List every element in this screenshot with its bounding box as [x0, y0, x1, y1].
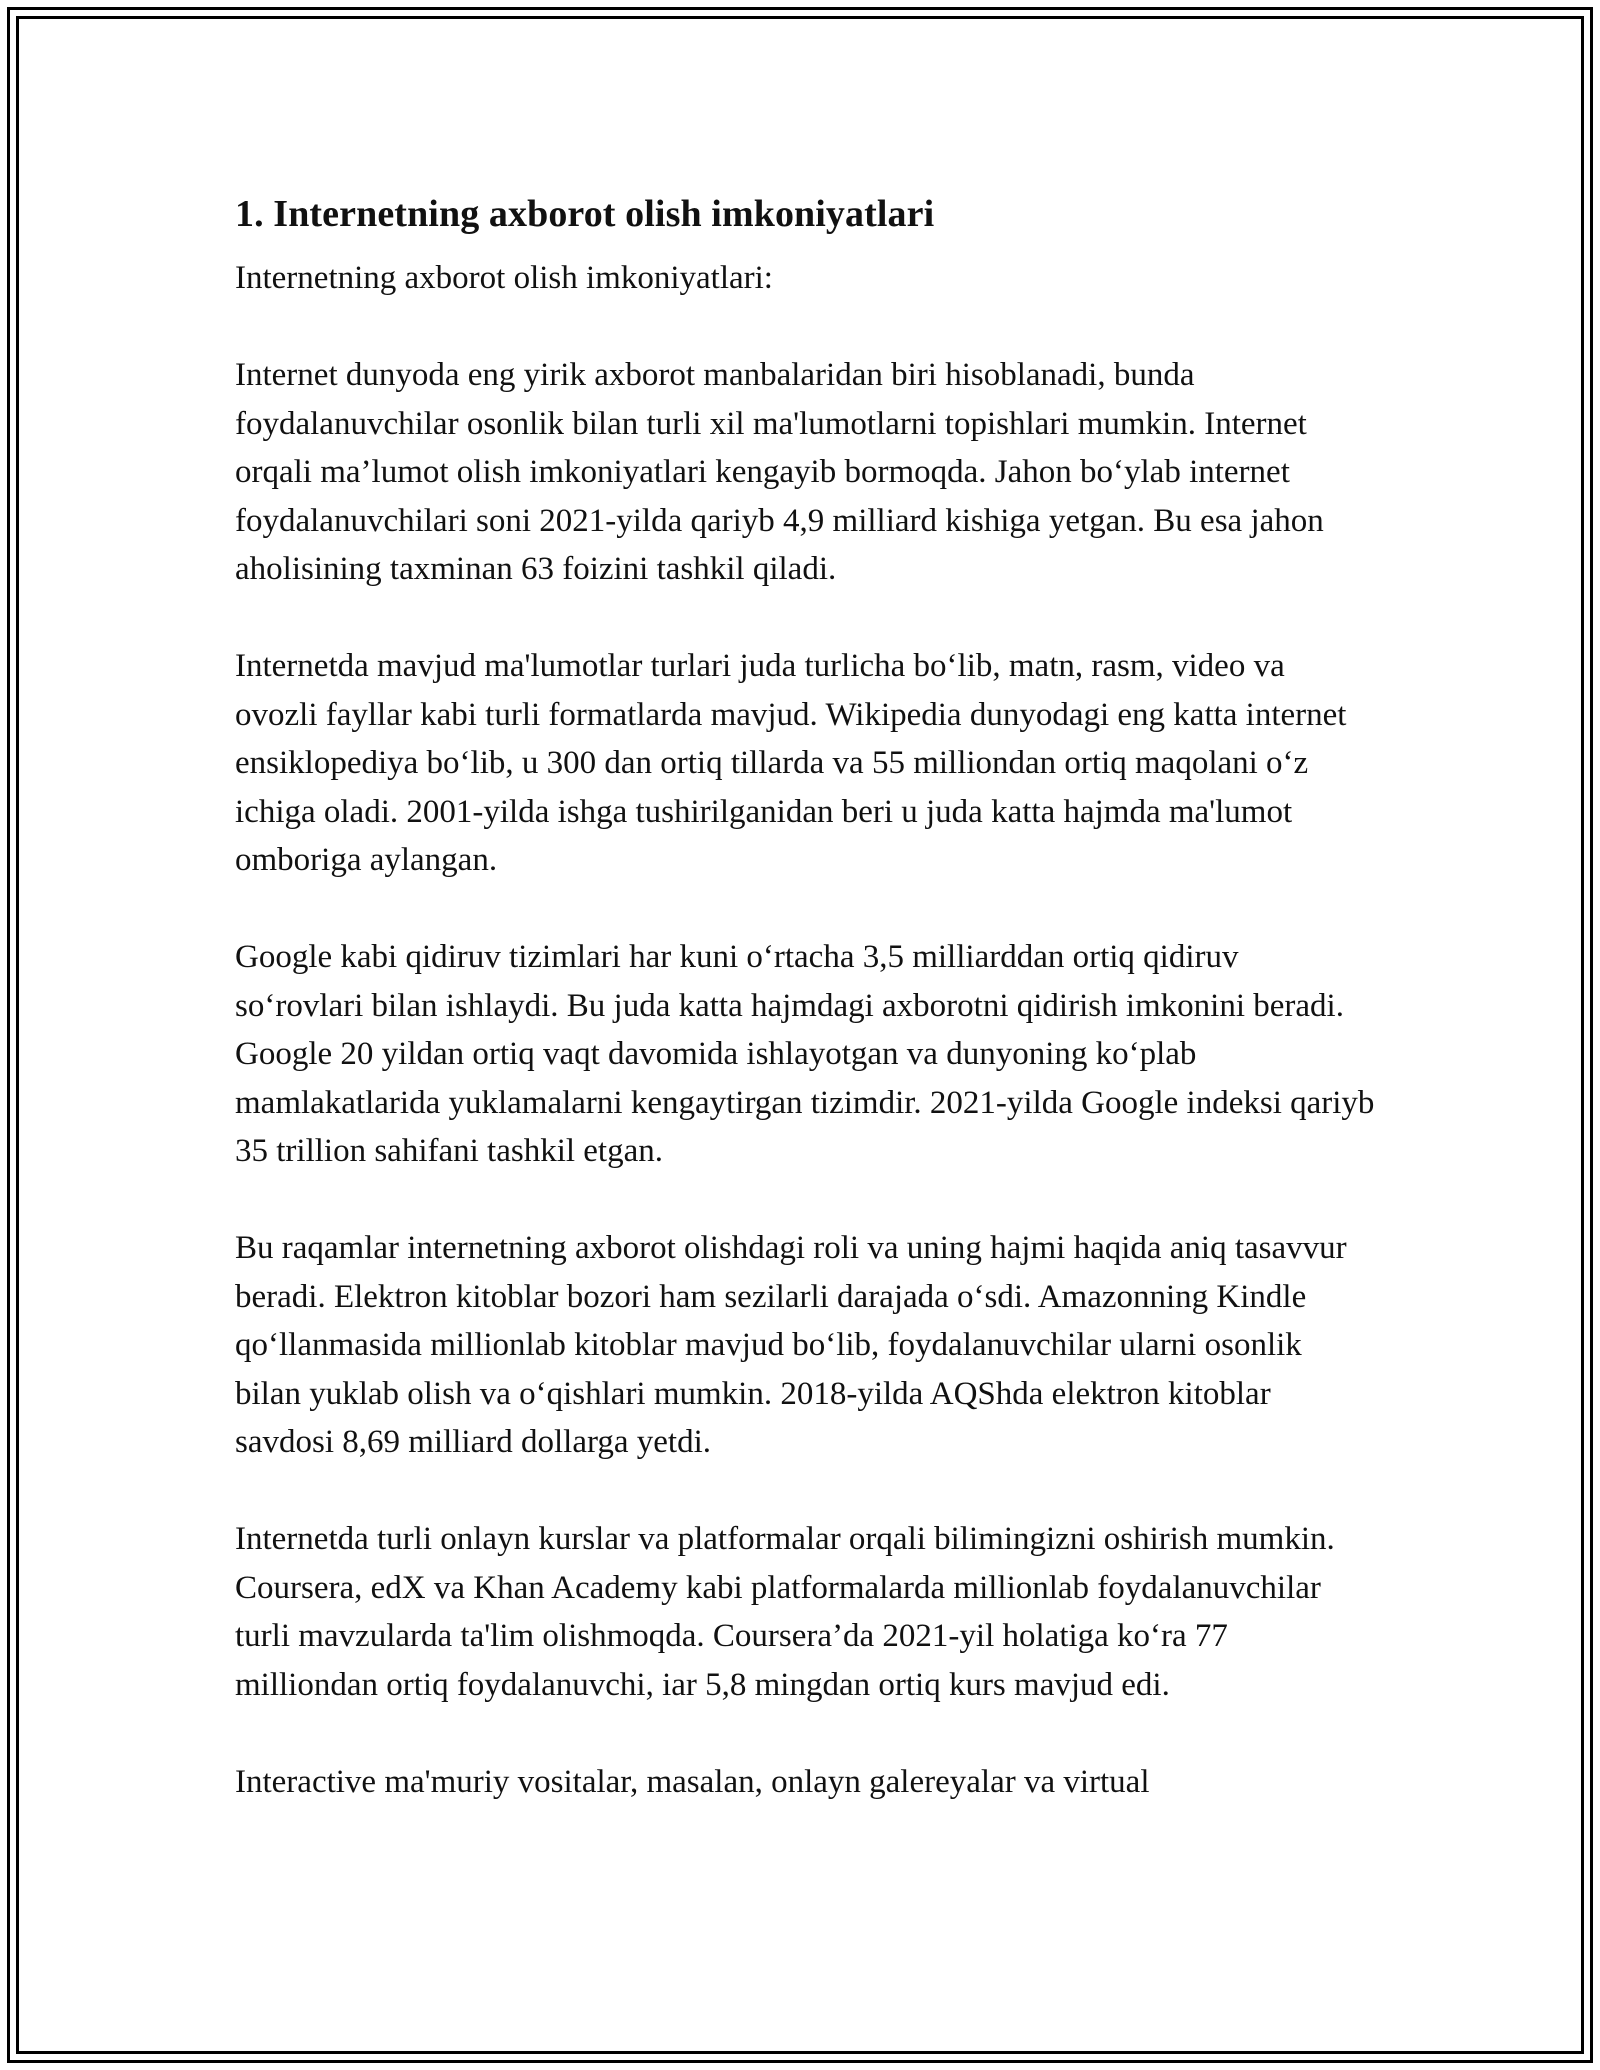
section-heading: 1. Internetning axborot olish imkoniyatlari	[235, 193, 935, 235]
paragraph-google: Google kabi qidiruv tizimlari har kuni o‘rtacha 3,5 milliarddan ortiq qidiruv so‘rovlari bilan ishlaydi. Bu juda katta hajmdagi axborotni qidirish imkonini beradi. Google 20 yildan ortiq vaqt davomida ishlayotgan va dunyoning ko‘plab mamlakatlarida yuklamalarni kengaytirgan tizimdir. 2021-yilda Google indeksi qariyb 35 trillion sahifani tashkil etgan.	[235, 939, 1375, 1169]
paragraph-wikipedia: Internetda mavjud ma'lumotlar turlari juda turlicha bo‘lib, matn, rasm, video va ovozli fayllar kabi turli formatlarda mavjud. Wikipedia dunyodagi eng katta internet ensiklopediya bo‘lib, u 300 dan ortiq tillarda va 55 milliondan ortiq maqolani o‘z ichiga oladi. 2001-yilda ishga tushirilganidan beri u juda katta hajmda ma'lumot omboriga aylangan.	[235, 648, 1347, 878]
paragraph-ebooks: Bu raqamlar internetning axborot olishdagi roli va uning hajmi haqida aniq tasavvur beradi. Elektron kitoblar bozori ham sezilarli darajada o‘sdi. Amazonning Kindle qo‘llanmasida millionlab kitoblar mavjud bo‘lib, foydalanuvchilar ularni osonlik bilan yuklab olish va o‘qishlari mumkin. 2018-yilda AQShda elektron kitoblar savdosi 8,69 milliard dollarga yetdi.	[235, 1230, 1347, 1460]
paragraph-online-courses: Internetda turli onlayn kurslar va platformalar orqali bilimingizni oshirish mumkin. Coursera, edX va Khan Academy kabi platformalarda millionlab foydalanuvchilar turli mavzularda ta'lim olishmoqda. Coursera’da 2021-yil holatiga ko‘ra 77 milliondan ortiq foydalanuvchi, iar 5,8 mingdan ortiq kurs mavjud edi.	[235, 1521, 1335, 1703]
document-body	[235, 186, 1375, 1806]
intro-line: Internetning axborot olish imkoniyatlari:	[235, 260, 773, 296]
paragraph-internet-users: Internet dunyoda eng yirik axborot manbalaridan biri hisoblanadi, bunda foydalanuvchilar osonlik bilan turli xil ma'lumotlarni topishlari mumkin. Internet orqali ma’lumot olish imkoniyatlari kengayib bormoqda. Jahon bo‘ylab internet foydalanuvchilari soni 2021-yilda qariyb 4,9 milliard kishiga yetgan. Bu esa jahon aholisining taxminan 63 foizini tashkil qiladi.	[235, 357, 1324, 587]
paragraph-interactive-tools: Interactive ma'muriy vositalar, masalan, onlayn galereyalar va virtual	[235, 1763, 1150, 1800]
